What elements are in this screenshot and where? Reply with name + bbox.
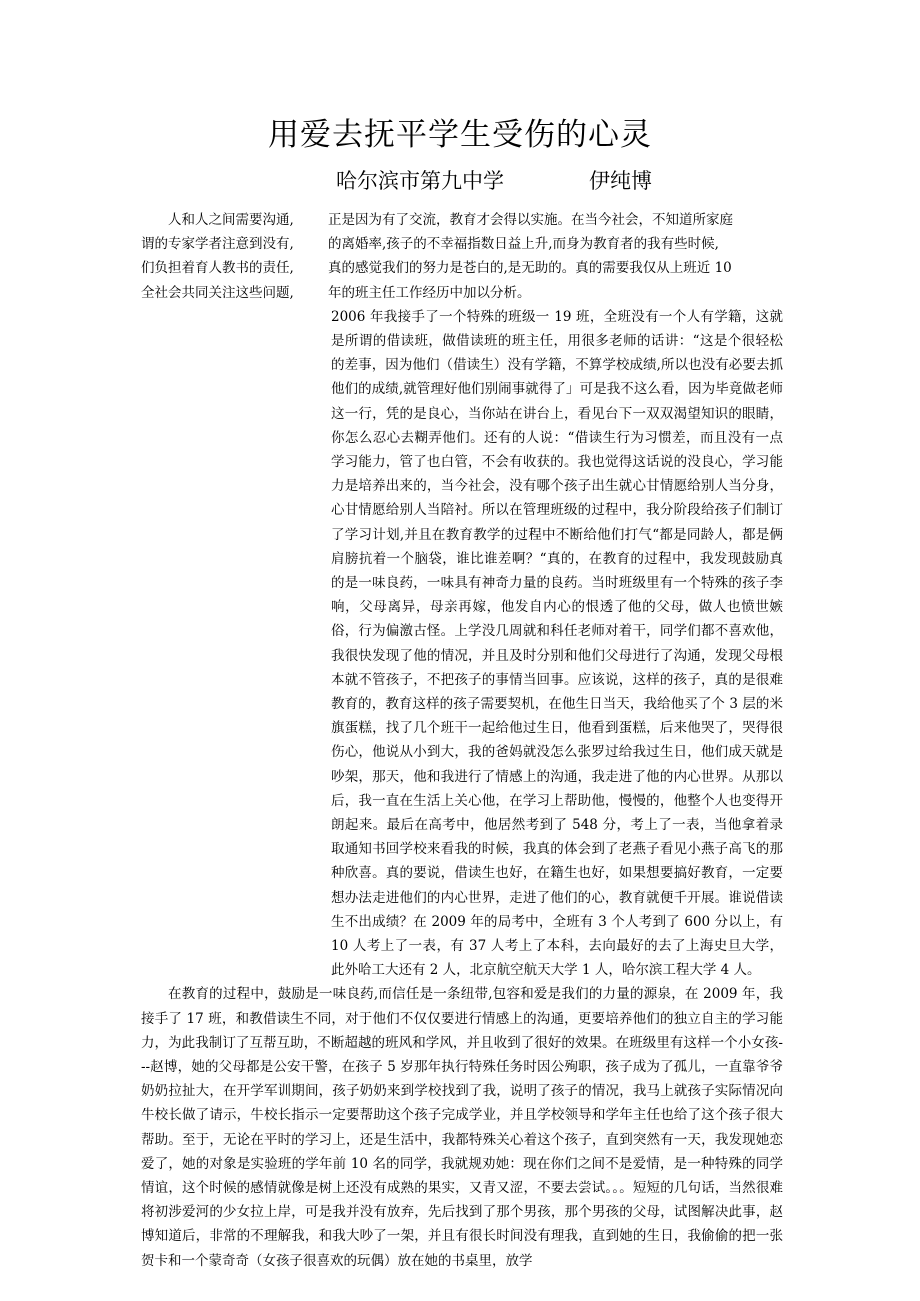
intro-line (141, 208, 783, 232)
intro-line-left: 们负担着育人教书的责任, (141, 260, 294, 277)
intro-paragraph (141, 208, 783, 305)
intro-line (141, 232, 783, 256)
intro-line-right: 真的感觉我们的努力是苍白的,是无助的。真的需要我仅从上班近 10 (328, 260, 732, 277)
article-body (141, 208, 783, 1273)
author-name: 伊纯博 (589, 169, 652, 193)
intro-line-right: 的离婚率,孩子的不幸福指数日益上升,而身为教育者的我有些时候, (328, 236, 719, 253)
intro-line-right: 正是因为有了交流，教育才会得以实施。在当今社会，不知道所家庭 (328, 212, 733, 228)
intro-line (141, 281, 783, 305)
intro-line-left: 人和人之间需要沟通, (168, 212, 294, 228)
intro-line-left: 全社会共同关注这些问题, (141, 284, 294, 301)
intro-line (141, 256, 783, 280)
page-title: 用爱去抚平学生受伤的心灵 (268, 117, 652, 153)
intro-line-right: 年的班主任工作经历中加以分析。 (328, 284, 531, 301)
paragraph-class-17: 在教育的过程中，鼓励是一味良药,而信任是一条纽带,包容和爱是我们的力量的源泉，在 2009 年，我接手了 17 班，和教借读生不同，对于他们不仅仅要进行情感上的沟通，更要培养他们的独立自主的学习能力，为此我制订了互帮互助，不断超越的班风和学风，并且收到了很好的效果。在班级里有这样一个小女孩---赵博，她的父母都是公安干警，在孩子 5 岁那年执行特殊任务时因公殉职，孩子成为了孤儿，一直靠爷爷奶奶拉扯大，在开学军训期间，孩子奶奶来到学校找到了我，说明了孩子的情况，我马上就孩子实际情况向牛校长做了请示，牛校长指示一定要帮助这个孩子完成学业，并且学校领导和学年主任也给了这个孩子很大帮助。至于，无论在平时的学习上，还是生活中，我都特殊关心着这个孩子，直到突然有一天，我发现她恋爱了，她的对象是实验班的学年前 10 名的同学，我就规劝她：现在你们之间不是爱情，是一种特殊的同学情谊，这个时候的感情就像是树上还没有成熟的果实，又青又涩，不要去尝试。。。短短的几句话，当然很难将初涉爱河的少女拉上岸，可是我并没有放弃，先后找到了那个男孩，那个男孩的父母，试图解决此事，赵博知道后，非常的不理解我，和我大吵了一架，并且有很长时间没有理我，直到她的生日，我偷偷的把一张贺卡和一个蒙奇奇（女孩子很喜欢的玩偶）放在她的书桌里，放学 (141, 986, 783, 1269)
intro-line-left: 谓的专家学者注意到没有, (141, 236, 294, 253)
paragraph-borrowed-class: 2006 年我接手了一个特殊的班级一 19 班，全班没有一个人有学籍，这就是所谓的借读班，做借读班的班主任，用很多老师的话讲：“这是个很轻松的差事，因为他们（借读生）没有学籍，不算学校成绩,所以也没有必要去抓他们的成绩,就管理好他们别闹事就得了」可是我不这么看，因为毕竟做老师这一行，凭的是良心，当你站在讲台上，看见台下一双双渴望知识的眼睛，你怎么忍心去糊弄他们。还有的人说：“借读生行为习惯差，而且没有一点学习能力，管了也白管，不会有收获的。我也觉得这话说的没良心，学习能力是培养出来的，当今社会，没有哪个孩子出生就心甘情愿给别人当分身，心甘情愿给别人当陪衬。所以在管理班级的过程中，我分阶段给孩子们制订了学习计划,并且在教育教学的过程中不断给他们打气“都是同龄人，都是俩肩膀抗着一个脑袋，谁比谁差啊？“真的，在教育的过程中，我发现鼓励真的是一味良药，一味具有神奇力量的良药。当时班级里有一个特殊的孩子李响，父母离异，母亲再嫁，他发自内心的恨透了他的父母，做人也愤世嫉俗，行为偏激古怪。上学没几周就和科任老师对着干，同学们都不喜欢他，我很快发现了他的情况，并且及时分别和他们父母进行了沟通，发现父母根本就不管孩子，不把孩子的事情当回事。应该说，这样的孩子，真的是很难教育的，教育这样的孩子需要契机，在他生日当天，我给他买了个 3 层的米旗蛋糕，找了几个班干一起给他过生日，他看到蛋糕，后来他哭了，哭得很伤心，他说从小到大，我的爸妈就没怎么张罗过给我过生日，他们成天就是吵架，那天，他和我进行了情感上的沟通，我走进了他的内心世界。从那以后，我一直在生活上关心他，在学习上帮助他，慢慢的，他整个人也变得开朗起来。最后在高考中，他居然考到了 548 分，考上了一表，当他拿着录取通知书回学校来看我的时候，我真的体会到了老燕子看见小燕子高飞的那种欣喜。真的要说，借读生也好，在籍生也好，如果想要搞好教育，一定要想办法走进他们的内心世界，走进了他们的心，教育就便千开展。谁说借读生不出成绩？在 2009 年的局考中，全班有 3 个人考到了 600 分以上，有 10 人考上了一表，有 37 人考上了本科，去向最好的去了上海史旦大学，此外哈工大还有 2 人，北京航空航天大学 1 人，哈尔滨工程大学 4 人。 (331, 308, 783, 979)
school-name: 哈尔滨市第九中学 (336, 169, 504, 193)
